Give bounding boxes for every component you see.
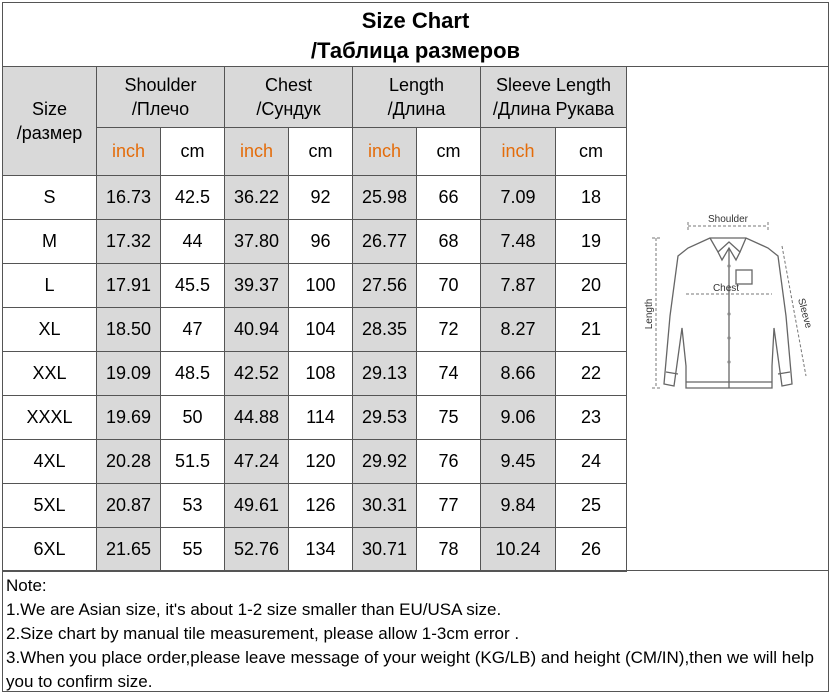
notes-section — [2, 570, 829, 692]
size-cell: XXXL — [3, 396, 97, 440]
diagram-label-shoulder: Shoulder — [707, 214, 749, 225]
chest-cm-cell: 100 — [289, 264, 353, 308]
sleeve-cm-cell: 18 — [556, 176, 627, 220]
header-size-en: Size — [31, 99, 67, 119]
length-cm-cell: 72 — [417, 308, 481, 352]
sleeve-in-cell: 7.87 — [481, 264, 556, 308]
length-in-cell: 29.92 — [353, 440, 417, 484]
table-row — [3, 220, 627, 264]
note-1: 1.We are Asian size, it's about 1-2 size smaller than EU/USA size. — [6, 600, 502, 619]
sleeve-in-cell: 8.66 — [481, 352, 556, 396]
shoulder-in-cell: 21.65 — [97, 528, 161, 572]
shoulder-cm-cell: 44 — [161, 220, 225, 264]
sleeve-cm-cell: 20 — [556, 264, 627, 308]
header-chest-ru: /Сундук — [256, 99, 321, 119]
header-size — [3, 67, 97, 176]
sleeve-in-cell: 7.09 — [481, 176, 556, 220]
shoulder-in-cell: 18.50 — [97, 308, 161, 352]
header-shoulder-en: Shoulder — [124, 75, 197, 95]
diagram-label-length: Length — [644, 298, 655, 330]
header-length-en: Length — [388, 75, 445, 95]
notes-heading: Note: — [6, 576, 47, 595]
chest-in-cell: 42.52 — [225, 352, 289, 396]
table-row — [3, 440, 627, 484]
chest-cm-cell: 96 — [289, 220, 353, 264]
chest-in-cell: 52.76 — [225, 528, 289, 572]
length-in-cell: 25.98 — [353, 176, 417, 220]
size-cell: S — [3, 176, 97, 220]
sleeve-cm-cell: 22 — [556, 352, 627, 396]
chest-cm-cell: 92 — [289, 176, 353, 220]
shoulder-cm-cell: 55 — [161, 528, 225, 572]
length-in-cell: 30.31 — [353, 484, 417, 528]
unit-inch: inch — [481, 128, 556, 176]
diagram-label-sleeve: Sleeve — [795, 297, 814, 330]
length-in-cell: 27.56 — [353, 264, 417, 308]
shoulder-in-cell: 19.09 — [97, 352, 161, 396]
title-russian: /Таблица размеров — [310, 38, 521, 63]
chest-cm-cell: 120 — [289, 440, 353, 484]
chest-in-cell: 47.24 — [225, 440, 289, 484]
table-row — [3, 484, 627, 528]
shoulder-in-cell: 20.87 — [97, 484, 161, 528]
size-cell: XXL — [3, 352, 97, 396]
sleeve-cm-cell: 25 — [556, 484, 627, 528]
length-in-cell: 28.35 — [353, 308, 417, 352]
size-cell: L — [3, 264, 97, 308]
chest-cm-cell: 104 — [289, 308, 353, 352]
diagram-label-chest: Chest — [712, 283, 740, 294]
length-cm-cell: 68 — [417, 220, 481, 264]
size-cell: 4XL — [3, 440, 97, 484]
note-2: 2.Size chart by manual tile measurement, please allow 1-3cm error . — [6, 624, 520, 643]
length-cm-cell: 76 — [417, 440, 481, 484]
chest-cm-cell: 134 — [289, 528, 353, 572]
table-row — [3, 396, 627, 440]
size-cell: 6XL — [3, 528, 97, 572]
size-table — [2, 66, 627, 572]
header-chest — [225, 67, 353, 128]
length-in-cell: 29.53 — [353, 396, 417, 440]
sleeve-in-cell: 10.24 — [481, 528, 556, 572]
table-row — [3, 352, 627, 396]
length-cm-cell: 75 — [417, 396, 481, 440]
length-cm-cell: 70 — [417, 264, 481, 308]
chest-in-cell: 44.88 — [225, 396, 289, 440]
header-sleeve-en: Sleeve Length — [495, 75, 612, 95]
chest-in-cell: 49.61 — [225, 484, 289, 528]
length-cm-cell: 77 — [417, 484, 481, 528]
size-cell: M — [3, 220, 97, 264]
header-shoulder-ru: /Плечо — [131, 99, 190, 119]
unit-cm: cm — [161, 128, 225, 176]
header-shoulder — [97, 67, 225, 128]
chest-in-cell: 40.94 — [225, 308, 289, 352]
sleeve-cm-cell: 23 — [556, 396, 627, 440]
table-row — [3, 528, 627, 572]
length-cm-cell: 74 — [417, 352, 481, 396]
header-sleeve-ru: /Длина Рукава — [492, 99, 615, 119]
chest-in-cell: 36.22 — [225, 176, 289, 220]
length-cm-cell: 78 — [417, 528, 481, 572]
table-row — [3, 308, 627, 352]
length-in-cell: 29.13 — [353, 352, 417, 396]
shirt-measurement-diagram — [626, 66, 829, 570]
sleeve-cm-cell: 21 — [556, 308, 627, 352]
sleeve-in-cell: 7.48 — [481, 220, 556, 264]
chart-title — [2, 2, 829, 67]
unit-cm: cm — [289, 128, 353, 176]
shoulder-in-cell: 16.73 — [97, 176, 161, 220]
sleeve-cm-cell: 26 — [556, 528, 627, 572]
unit-cm: cm — [556, 128, 627, 176]
shoulder-cm-cell: 45.5 — [161, 264, 225, 308]
shoulder-cm-cell: 50 — [161, 396, 225, 440]
unit-inch: inch — [97, 128, 161, 176]
header-sleeve — [481, 67, 627, 128]
shoulder-in-cell: 17.91 — [97, 264, 161, 308]
shoulder-in-cell: 20.28 — [97, 440, 161, 484]
chest-cm-cell: 108 — [289, 352, 353, 396]
unit-cm: cm — [417, 128, 481, 176]
shoulder-cm-cell: 42.5 — [161, 176, 225, 220]
header-size-ru: /размер — [16, 123, 83, 143]
header-chest-en: Chest — [264, 75, 313, 95]
unit-inch: inch — [225, 128, 289, 176]
table-row — [3, 264, 627, 308]
chest-cm-cell: 114 — [289, 396, 353, 440]
header-length-ru: /Длина — [387, 99, 446, 119]
unit-inch: inch — [353, 128, 417, 176]
header-length — [353, 67, 481, 128]
shoulder-in-cell: 17.32 — [97, 220, 161, 264]
chest-cm-cell: 126 — [289, 484, 353, 528]
shoulder-cm-cell: 47 — [161, 308, 225, 352]
size-cell: XL — [3, 308, 97, 352]
title-english: Size Chart — [361, 8, 470, 33]
sleeve-in-cell: 8.27 — [481, 308, 556, 352]
length-cm-cell: 66 — [417, 176, 481, 220]
note-3: 3.When you place order,please leave message of your weight (KG/LB) and height (CM/IN),then we will help you to confirm size. — [6, 648, 814, 691]
shoulder-cm-cell: 48.5 — [161, 352, 225, 396]
shoulder-cm-cell: 51.5 — [161, 440, 225, 484]
shirt-diagram-cell — [626, 66, 829, 570]
chest-in-cell: 37.80 — [225, 220, 289, 264]
shoulder-cm-cell: 53 — [161, 484, 225, 528]
sleeve-in-cell: 9.06 — [481, 396, 556, 440]
sleeve-in-cell: 9.45 — [481, 440, 556, 484]
table-row — [3, 176, 627, 220]
sleeve-cm-cell: 19 — [556, 220, 627, 264]
chest-in-cell: 39.37 — [225, 264, 289, 308]
length-in-cell: 30.71 — [353, 528, 417, 572]
size-cell: 5XL — [3, 484, 97, 528]
shoulder-in-cell: 19.69 — [97, 396, 161, 440]
sleeve-in-cell: 9.84 — [481, 484, 556, 528]
sleeve-cm-cell: 24 — [556, 440, 627, 484]
length-in-cell: 26.77 — [353, 220, 417, 264]
